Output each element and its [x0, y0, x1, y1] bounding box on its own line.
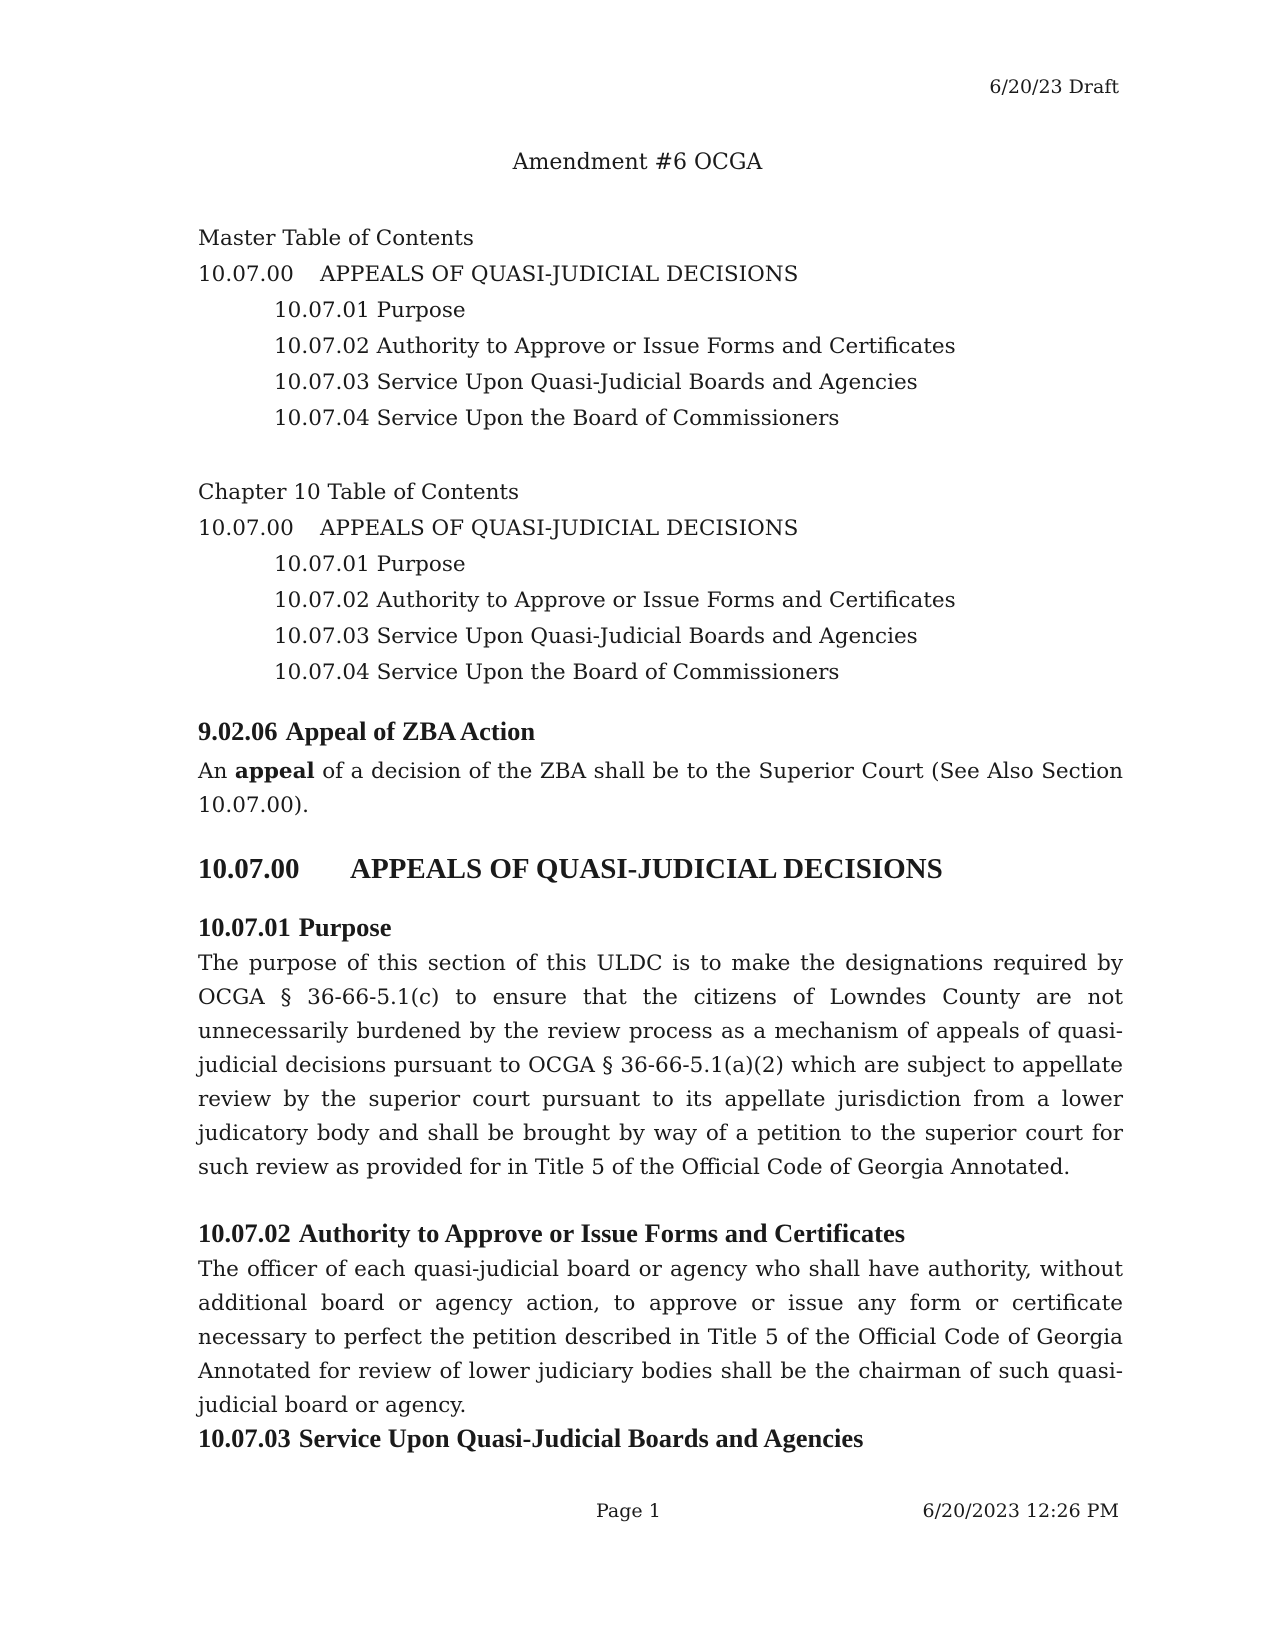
section-number: 10.07.03	[198, 1423, 291, 1453]
toc-item: 10.07.03 Service Upon Quasi-Judicial Boards and Agencies	[274, 624, 918, 649]
section-heading-authority	[198, 1218, 1098, 1249]
chapter-table-of-contents	[198, 475, 1078, 691]
zba-text-bold: appeal	[234, 759, 315, 784]
footer-timestamp: 6/20/2023 12:26 PM	[922, 1500, 1119, 1522]
chapter-heading	[198, 853, 1098, 886]
toc-section-entry	[198, 257, 1078, 293]
chapter-title: APPEALS OF QUASI-JUDICIAL DECISIONS	[350, 853, 943, 885]
chapter-number: 10.07.00	[198, 853, 300, 885]
toc-section-title: APPEALS OF QUASI-JUDICIAL DECISIONS	[320, 262, 799, 287]
page-number: Page 1	[596, 1500, 661, 1522]
zba-text-pre: An	[198, 759, 235, 784]
toc-item: 10.07.01 Purpose	[274, 298, 466, 323]
toc-section-entry	[198, 511, 1078, 547]
toc-section-number: 10.07.00	[198, 516, 294, 541]
master-table-of-contents	[198, 221, 1078, 437]
draft-stamp: 6/20/23 Draft	[989, 76, 1119, 98]
section-number: 10.07.01	[198, 912, 291, 942]
section-title: Service Upon Quasi-Judicial Boards and Agencies	[298, 1423, 864, 1453]
document-title: Amendment #6 OCGA	[512, 150, 763, 175]
toc-item: 10.07.02 Authority to Approve or Issue Forms and Certificates	[274, 588, 956, 613]
section-title: Appeal of ZBA Action	[285, 716, 536, 746]
toc-section-number: 10.07.00	[198, 262, 294, 287]
section-heading-service	[198, 1423, 1098, 1454]
section-title: Authority to Approve or Issue Forms and Certificates	[298, 1218, 906, 1248]
toc-item: 10.07.04 Service Upon the Board of Commissioners	[274, 660, 840, 685]
zba-text-post: of a decision of the ZBA shall be to the Superior Court (See Also Section 10.07.00).	[198, 759, 1123, 818]
toc-item: 10.07.02 Authority to Approve or Issue Forms and Certificates	[274, 334, 956, 359]
toc-heading: Master Table of Contents	[198, 226, 474, 251]
zba-paragraph	[198, 755, 1123, 823]
toc-item: 10.07.04 Service Upon the Board of Commissioners	[274, 406, 840, 431]
purpose-paragraph: The purpose of this section of this ULDC is to make the designations required by OCGA § 36-66-5.1(c) to ensure that the citizens of Lowndes County are not unnecessarily burdened by the review process as a mechanism of appeals of quasi-judicial decisions pursuant to OCGA § 36-66-5.1(a)(2) which are subject to appellate review by the superior court pursuant to its appellate jurisdiction from a lower judicatory body and shall be brought by way of a petition to the superior court for such review as provided for in Title 5 of the Official Code of Georgia Annotated.	[198, 951, 1123, 1180]
toc-item: 10.07.01 Purpose	[274, 552, 466, 577]
section-heading-purpose	[198, 912, 1098, 943]
toc-item: 10.07.03 Service Upon Quasi-Judicial Boards and Agencies	[274, 370, 918, 395]
toc-heading: Chapter 10 Table of Contents	[198, 480, 520, 505]
toc-section-title: APPEALS OF QUASI-JUDICIAL DECISIONS	[320, 516, 799, 541]
section-number: 10.07.02	[198, 1218, 291, 1248]
authority-paragraph: The officer of each quasi-judicial board or agency who shall have authority, without additional board or agency action, to approve or issue any form or certificate necessary to perfect the petition described in Title 5 of the Official Code of Georgia Annotated for review of lower judiciary bodies shall be the chairman of such quasi-judicial board or agency.	[198, 1257, 1123, 1418]
section-title: Purpose	[298, 912, 392, 942]
section-heading-zba	[198, 716, 1098, 747]
section-number: 9.02.06	[198, 716, 278, 746]
